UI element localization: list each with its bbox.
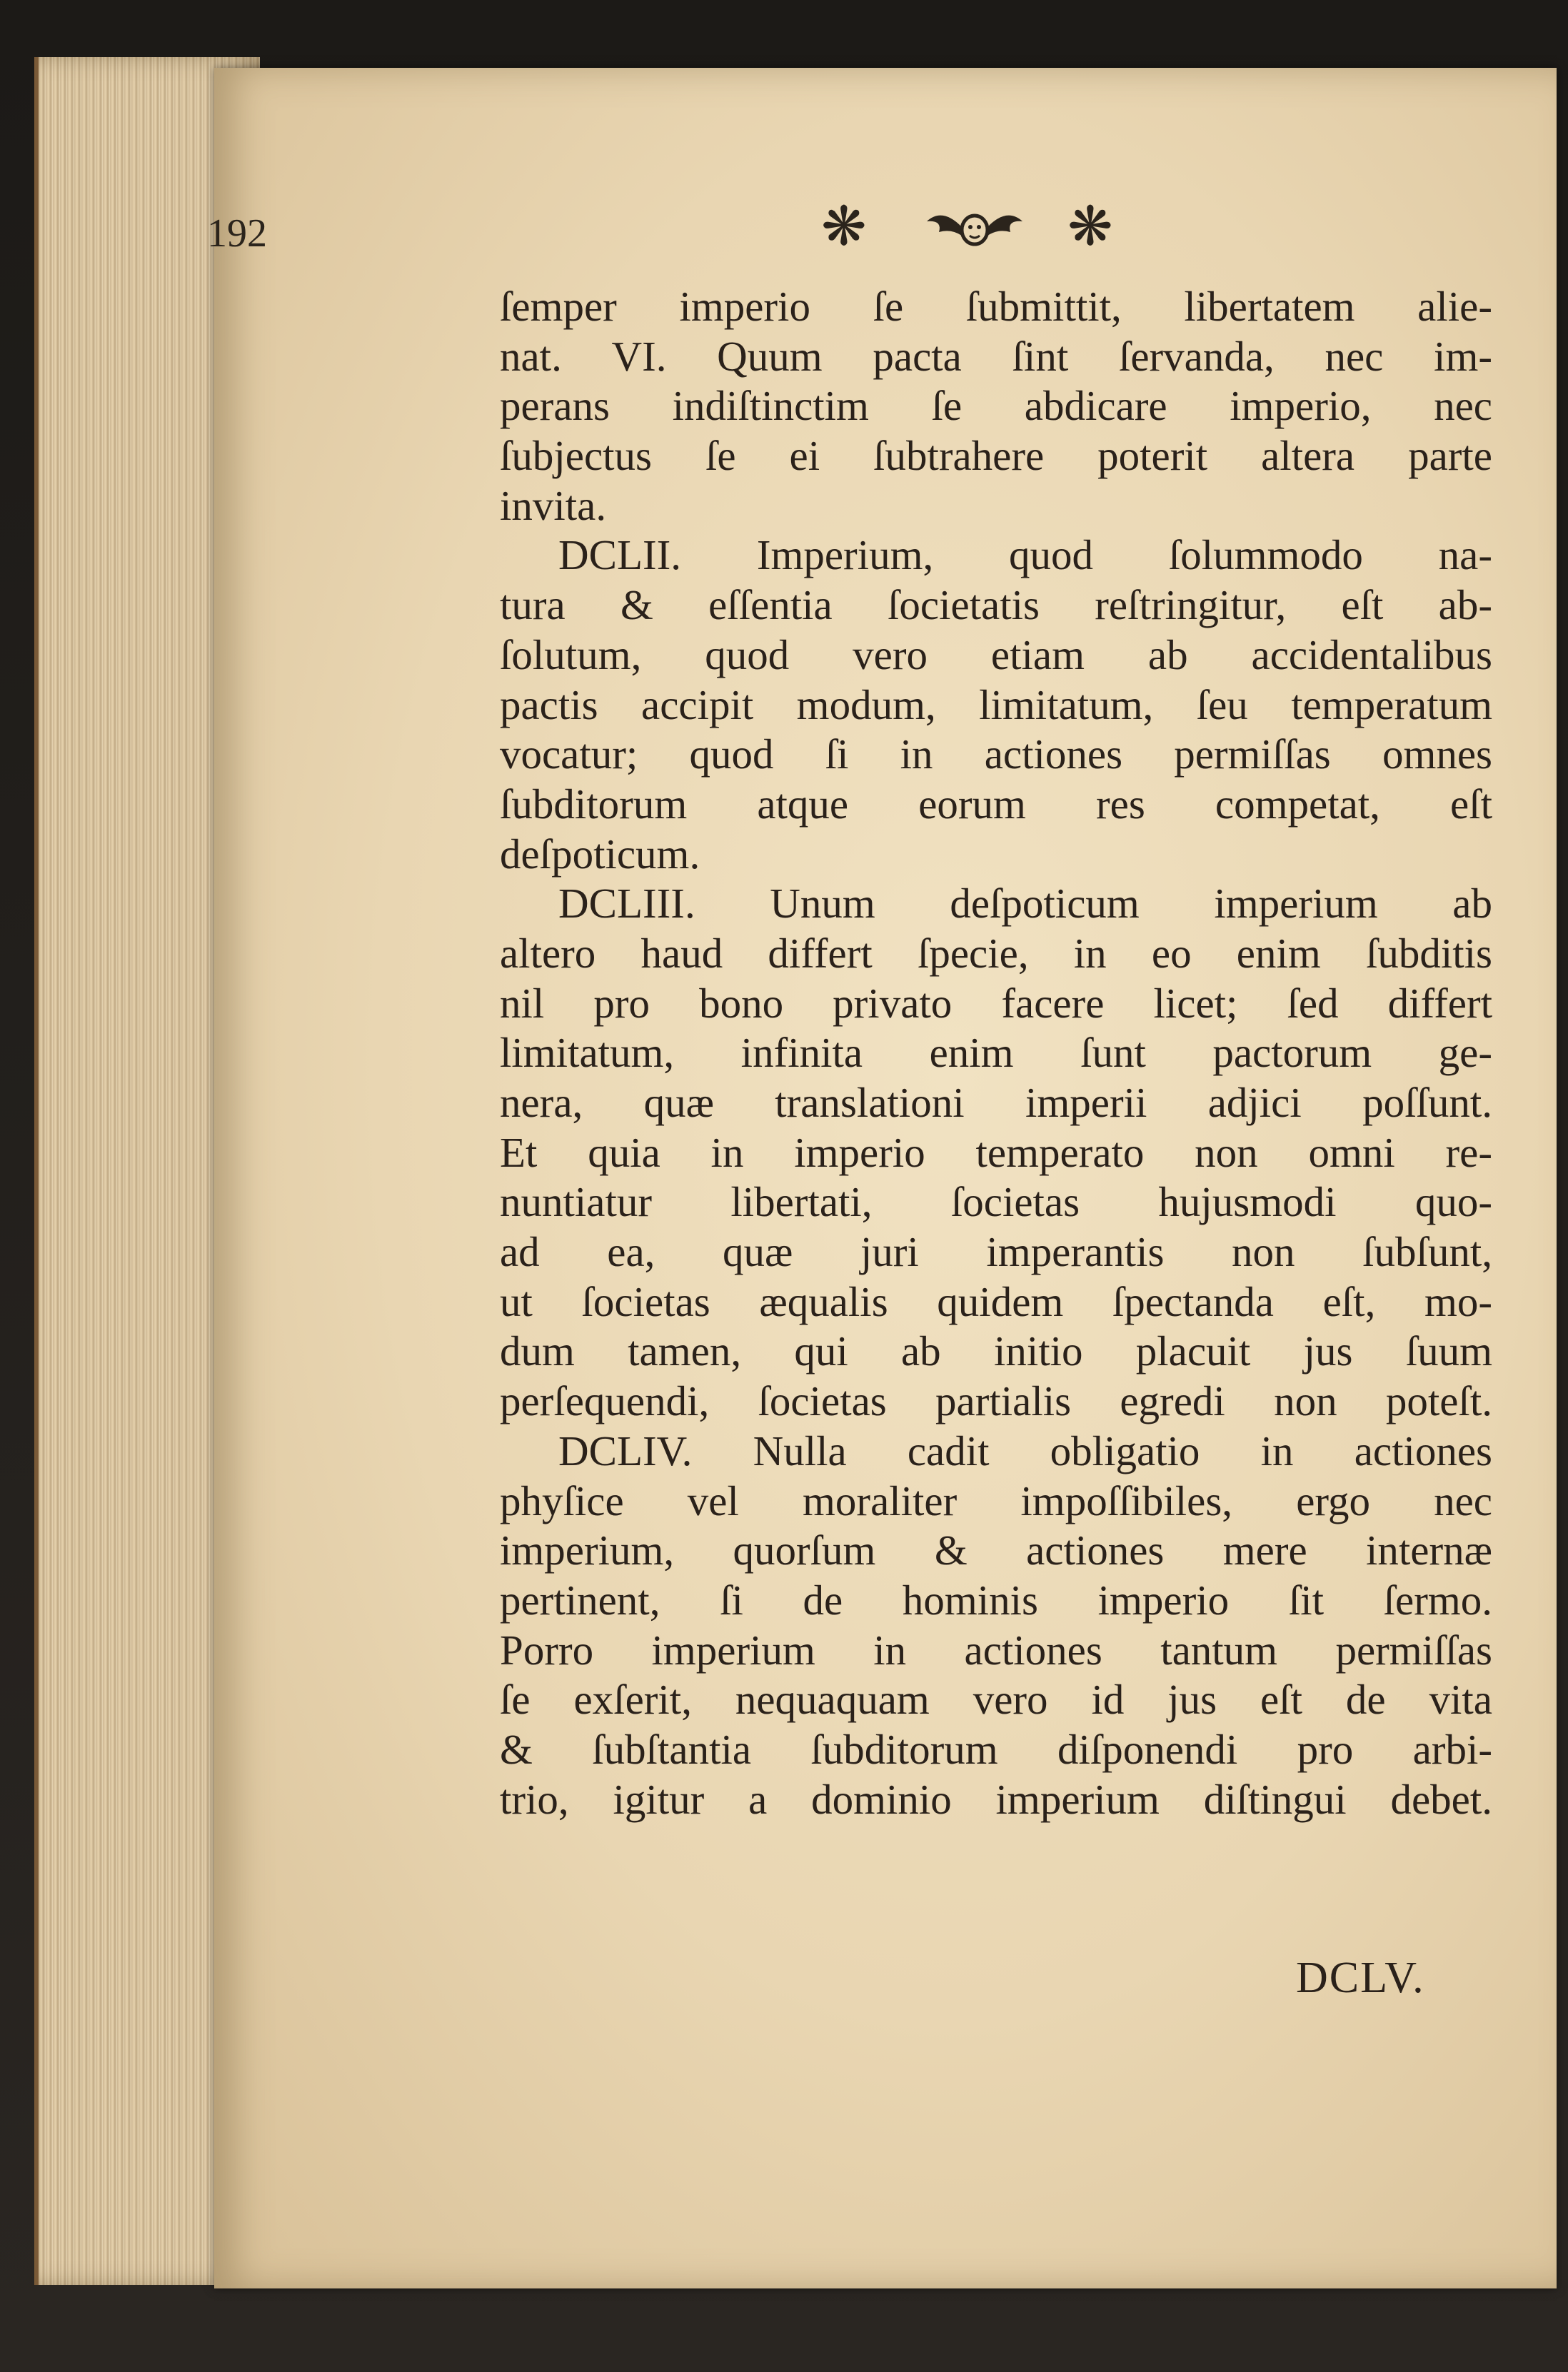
text-line: ſubjectus ſe ei ſubtrahere poterit altera parte	[500, 432, 1492, 480]
text-line: perans indiſtinctim ſe abdicare imperio, nec	[500, 382, 1492, 430]
text-line: Et quia in imperio temperato non omni re-	[500, 1128, 1492, 1176]
text-line: pertinent, ſi de hominis imperio ſit ſermo.	[500, 1576, 1492, 1624]
text-line: ſubditorum atque eorum res competat, eſt	[500, 780, 1492, 828]
text-line: ut ſocietas æqualis quidem ſpectanda eſt, mo-	[500, 1277, 1492, 1325]
text-line: dum tamen, qui ab initio placuit jus ſuum	[500, 1327, 1492, 1375]
text-line: limitatum, infinita enim ſunt pactorum ge-	[500, 1029, 1492, 1077]
paragraph-start-dcliii: DCLIII. Unum deſpoticum imperium ab	[558, 880, 1492, 928]
text-line: trio, igitur a dominio imperium diſtingui debet.	[500, 1775, 1492, 1823]
body-text	[500, 282, 1492, 1824]
text-line: nat. VI. Quum pacta ſint ſervanda, nec im-	[500, 332, 1492, 380]
text-line: nil pro bono privato facere licet; ſed differt	[500, 979, 1492, 1027]
text-line: nera, quæ translationi imperii adjici poſſunt.	[500, 1079, 1492, 1126]
paragraph-start-dclii: DCLII. Imperium, quod ſolummodo na-	[558, 531, 1492, 579]
text-line: ad ea, quæ juri imperantis non ſubſunt,	[500, 1228, 1492, 1276]
text-line: tura & eſſentia ſocietatis reſtringitur, eſt ab-	[500, 581, 1492, 629]
text-line: invita.	[500, 481, 607, 529]
ornament-right-icon: ❋	[1067, 194, 1113, 258]
text-line: perſequendi, ſocietas partialis egredi non poteſt.	[500, 1377, 1492, 1425]
page-number: 192	[207, 211, 267, 256]
text-line: pactis accipit modum, limitatum, ſeu temperatum	[500, 680, 1492, 728]
catchword: DCLV.	[1296, 1954, 1425, 2002]
text-line: altero haud differt ſpecie, in eo enim ſubditis	[500, 929, 1492, 977]
cherub-ornament-icon	[921, 200, 1028, 257]
text-line: ſe exſerit, nequaquam vero id jus eſt de vita	[500, 1676, 1492, 1724]
text-line: deſpoticum.	[500, 830, 700, 878]
paragraph-start-dcliv: DCLIV. Nulla cadit obligatio in actiones	[558, 1427, 1492, 1474]
text-line: & ſubſtantia ſubditorum diſponendi pro arbi-	[500, 1725, 1492, 1773]
ornament-left-icon: ❋	[821, 194, 867, 258]
text-line: nuntiatur libertati, ſocietas hujusmodi quo-	[500, 1178, 1492, 1226]
text-line: vocatur; quod ſi in actiones permiſſas omnes	[500, 730, 1492, 778]
text-line: ſolutum, quod vero etiam ab accidentalibus	[500, 630, 1492, 678]
text-line: Porro imperium in actiones tantum permiſſas	[500, 1626, 1492, 1674]
text-line: phyſice vel moraliter impoſſibiles, ergo nec	[500, 1477, 1492, 1524]
text-line: imperium, quorſum & actiones mere internæ	[500, 1527, 1492, 1574]
text-line: ſemper imperio ſe ſubmittit, libertatem alie-	[500, 283, 1492, 330]
